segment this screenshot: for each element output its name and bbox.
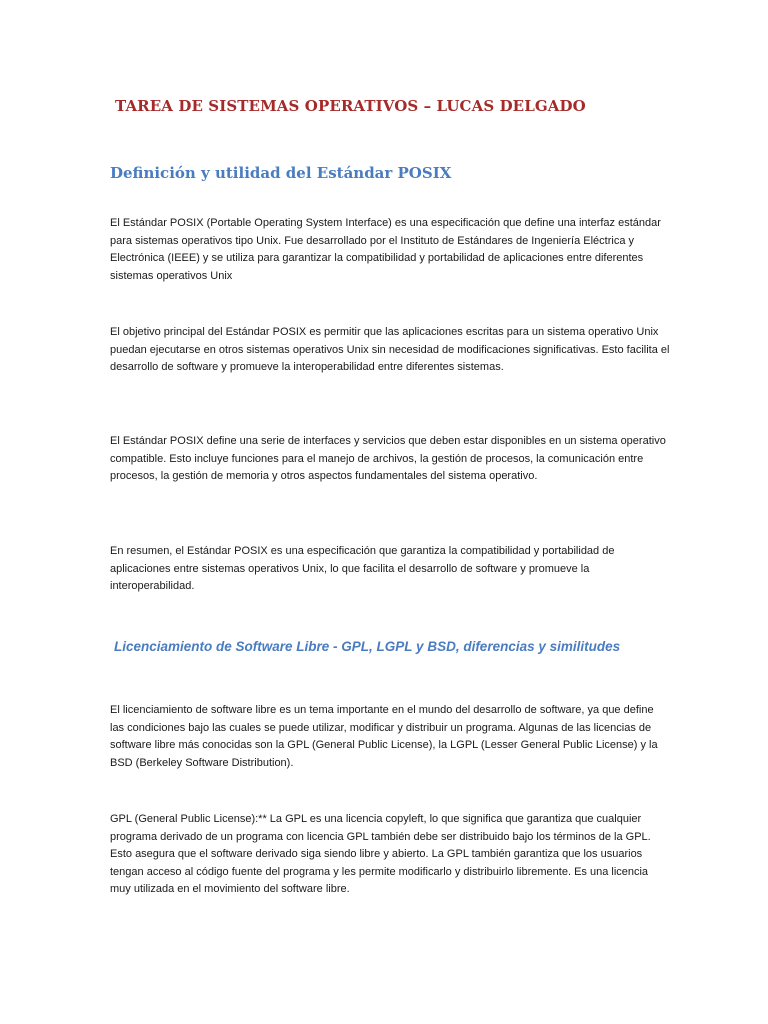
section-heading-posix: Definición y utilidad del Estándar POSIX: [110, 164, 452, 182]
document-title: TAREA DE SISTEMAS OPERATIVOS – LUCAS DELGADO: [115, 97, 586, 115]
paragraph: El Estándar POSIX (Portable Operating System Interface) es una especificación que define una interfaz estándar para sistemas operativos tipo Unix. Fue desarrollado por el Instituto de Estándares de Ingeniería Eléctrica y Electrónica (IEEE) y se utiliza para garantizar la compatibilidad y portabilidad de aplicaciones entre diferentes sistemas operativos Unix: [110, 217, 661, 282]
section-heading-licensing: Licenciamiento de Software Libre - GPL, LGPL y BSD, diferencias y similitudes: [114, 639, 621, 654]
paragraph: En resumen, el Estándar POSIX es una especificación que garantiza la compatibilidad y portabilidad de aplicaciones entre sistemas operativos Unix, lo que facilita el desarrollo de software y promueve la interoperabilidad.: [110, 545, 615, 592]
paragraph: GPL (General Public License):** La GPL es una licencia copyleft, lo que significa que garantiza que cualquier programa derivado de un programa con licencia GPL también debe ser distribuido bajo los términos de la GPL. Esto asegura que el software derivado siga siendo libre y abierto. La GPL también garantiza que los usuarios tengan acceso al código fuente del programa y les permite modificarlo y distribuirlo libremente. Es una licencia muy utilizada en el movimiento del software libre.: [110, 813, 651, 895]
paragraph: El Estándar POSIX define una serie de interfaces y servicios que deben estar disponibles en un sistema operativo compatible. Esto incluye funciones para el manejo de archivos, la gestión de procesos, la comunicación entre procesos, la gestión de memoria y otros aspectos fundamentales del sistema operativo.: [110, 435, 666, 482]
paragraph: El objetivo principal del Estándar POSIX es permitir que las aplicaciones escritas para un sistema operativo Unix puedan ejecutarse en otros sistemas operativos Unix sin necesidad de modificaciones significativas. Esto facilita el desarrollo de software y promueve la interoperabilidad entre diferentes sistemas.: [110, 326, 670, 373]
paragraph: El licenciamiento de software libre es un tema importante en el mundo del desarrollo de software, ya que define las condiciones bajo las cuales se puede utilizar, modificar y distribuir un programa. Algunas de las licencias de software libre más conocidas son la GPL (General Public License), la LGPL (Lesser General Public License) y la BSD (Berkeley Software Distribution).: [110, 704, 658, 769]
